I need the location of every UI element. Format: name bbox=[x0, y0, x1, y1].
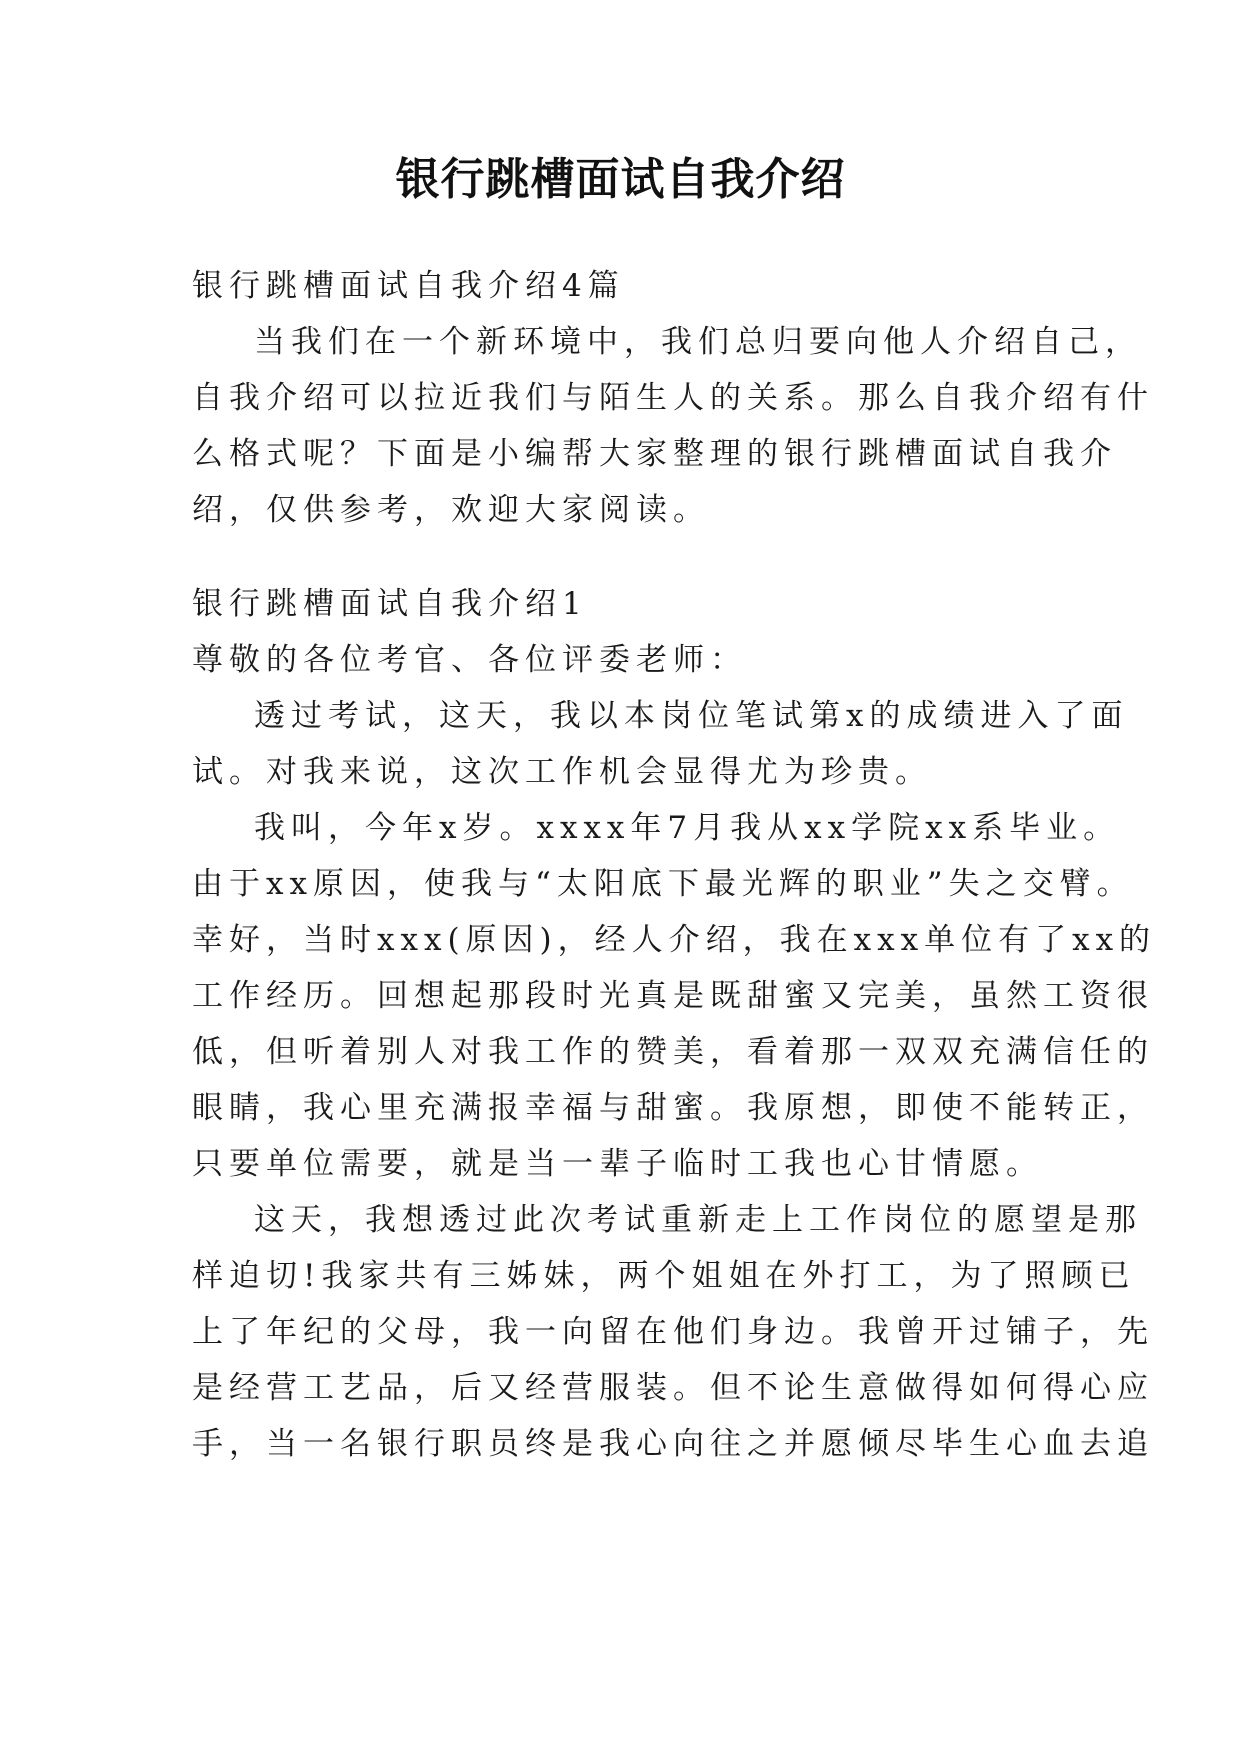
subtitle-line: 银行跳槽面试自我介绍4篇 bbox=[192, 268, 625, 304]
paragraph-line: 低，但听着别人对我工作的赞美，看着那一双双充满信任的 bbox=[192, 1034, 1154, 1070]
paragraph-line: 上了年纪的父母，我一向留在他们身边。我曾开过铺子，先 bbox=[192, 1314, 1154, 1350]
paragraph-line: 手，当一名银行职员终是我心向往之并愿倾尽毕生心血去追 bbox=[192, 1426, 1154, 1462]
paragraph-line: 我叫，今年x岁。xxxx年7月我从xx学院xx系毕业。 bbox=[254, 810, 1121, 846]
paragraph-line: 样迫切!我家共有三姊妹，两个姐姐在外打工，为了照顾已 bbox=[192, 1258, 1136, 1294]
intro-paragraph-line: 绍，仅供参考，欢迎大家阅读。 bbox=[192, 492, 710, 528]
page-title: 银行跳槽面试自我介绍 bbox=[395, 154, 846, 205]
intro-paragraph-line: 么格式呢？下面是小编帮大家整理的银行跳槽面试自我介 bbox=[192, 436, 1117, 472]
paragraph-line: 这天，我想透过此次考试重新走上工作岗位的愿望是那 bbox=[254, 1202, 1142, 1238]
paragraph-line: 是经营工艺品，后又经营服装。但不论生意做得如何得心应 bbox=[192, 1370, 1154, 1406]
paragraph-line: 幸好，当时xxx(原因)，经人介绍，我在xxx单位有了xx的 bbox=[192, 922, 1157, 958]
section-heading: 银行跳槽面试自我介绍1 bbox=[192, 586, 588, 622]
intro-paragraph-line: 当我们在一个新环境中，我们总归要向他人介绍自己， bbox=[254, 324, 1142, 360]
salutation-line: 尊敬的各位考官、各位评委老师： bbox=[192, 642, 747, 678]
paragraph-line: 只要单位需要，就是当一辈子临时工我也心甘情愿。 bbox=[192, 1146, 1043, 1182]
paragraph-line: 眼睛，我心里充满报幸福与甜蜜。我原想，即使不能转正， bbox=[192, 1090, 1154, 1126]
paragraph-line: 试。对我来说，这次工作机会显得尤为珍贵。 bbox=[192, 754, 932, 790]
paragraph-line: 透过考试，这天，我以本岗位笔试第x的成绩进入了面 bbox=[254, 698, 1129, 734]
intro-paragraph-line: 自我介绍可以拉近我们与陌生人的关系。那么自我介绍有什 bbox=[192, 380, 1154, 416]
paragraph-line: 工作经历。回想起那段时光真是既甜蜜又完美，虽然工资很 bbox=[192, 978, 1154, 1014]
paragraph-line: 由于xx原因，使我与“太阳底下最光辉的职业”失之交臂。 bbox=[192, 866, 1134, 902]
